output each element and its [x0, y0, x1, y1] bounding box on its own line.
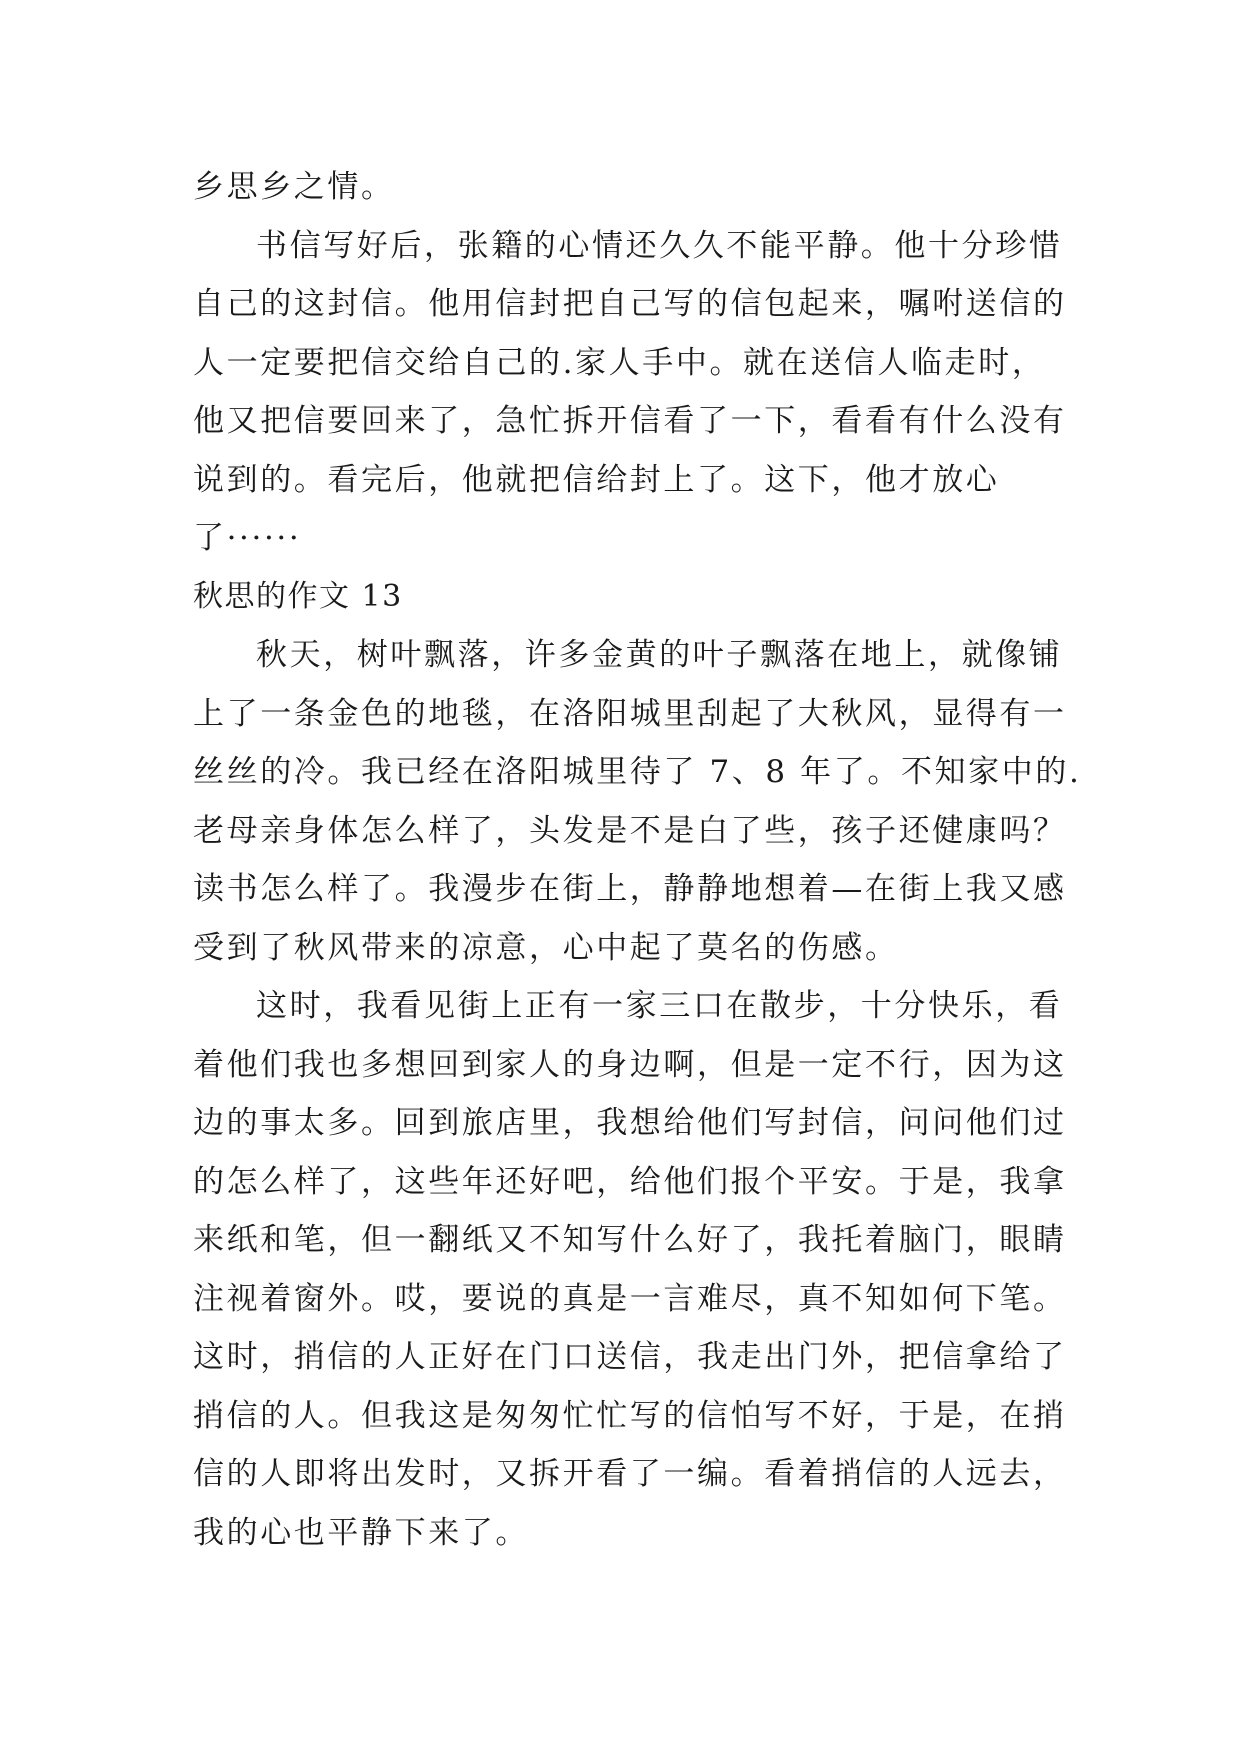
text-line: 受到了秋风带来的凉意，心中起了莫名的伤感。 — [193, 929, 899, 966]
text-line: 人一定要把信交给自己的.家人手中。就在送信人临走时， — [193, 344, 1046, 381]
essay-continuation — [193, 158, 1067, 568]
text-line: 上了一条金色的地毯，在洛阳城里刮起了大秋风，显得有一 — [193, 695, 1067, 732]
text-line: 边的事太多。回到旅店里，我想给他们写封信，问问他们过 — [193, 1105, 1067, 1141]
text-line: 了······ — [193, 520, 302, 556]
text-line: 的怎么样了，这些年还好吧，给他们报个平安。于是，我拿 — [193, 1163, 1067, 1200]
text-line: 说到的。看完后，他就把信给封上了。这下，他才放心 — [193, 461, 1000, 498]
text-line: 这时，捎信的人正好在门口送信，我走出门外，把信拿给了 — [193, 1339, 1067, 1375]
text-line: 书信写好后，张籍的心情还久久不能平静。他十分珍惜 — [256, 227, 1063, 264]
text-line: 着他们我也多想回到家人的身边啊，但是一定不行，因为这 — [193, 1046, 1067, 1083]
document-body — [193, 158, 1082, 1562]
text-line: 老母亲身体怎么样了，头发是不是白了些，孩子还健康吗？ — [193, 812, 1067, 849]
text-line: 捎信的人。但我这是匆匆忙忙写的信怕写不好，于是，在捎 — [193, 1397, 1067, 1434]
text-line: 他又把信要回来了，急忙拆开信看了一下，看看有什么没有 — [193, 403, 1067, 439]
text-line: 我的心也平静下来了。 — [193, 1514, 529, 1551]
text-line: 秋天，树叶飘落，许多金黄的叶子飘落在地上，就像铺 — [256, 637, 1063, 673]
text-line: 信的人即将出发时，又拆开看了一编。看着捎信的人远去， — [193, 1456, 1067, 1492]
text-line: 自己的这封信。他用信封把自己写的信包起来，嘱咐送信的 — [193, 286, 1067, 322]
text-line: 来纸和笔，但一翻纸又不知写什么好了，我托着脑门，眼睛 — [193, 1222, 1067, 1258]
essay-body — [193, 626, 1082, 1562]
text-line: 丝丝的冷。我已经在洛阳城里待了 7、8 年了。不知家中的. — [193, 754, 1082, 790]
essay-heading: 秋思的作文 13 — [193, 578, 403, 614]
text-line: 读书怎么样了。我漫步在街上，静静地想着—在街上我又感 — [193, 871, 1067, 907]
text-line: 这时，我看见街上正有一家三口在散步，十分快乐，看 — [256, 988, 1063, 1024]
text-line: 乡思乡之情。 — [193, 169, 395, 205]
text-line: 注视着窗外。哎，要说的真是一言难尽，真不知如何下笔。 — [193, 1280, 1067, 1317]
